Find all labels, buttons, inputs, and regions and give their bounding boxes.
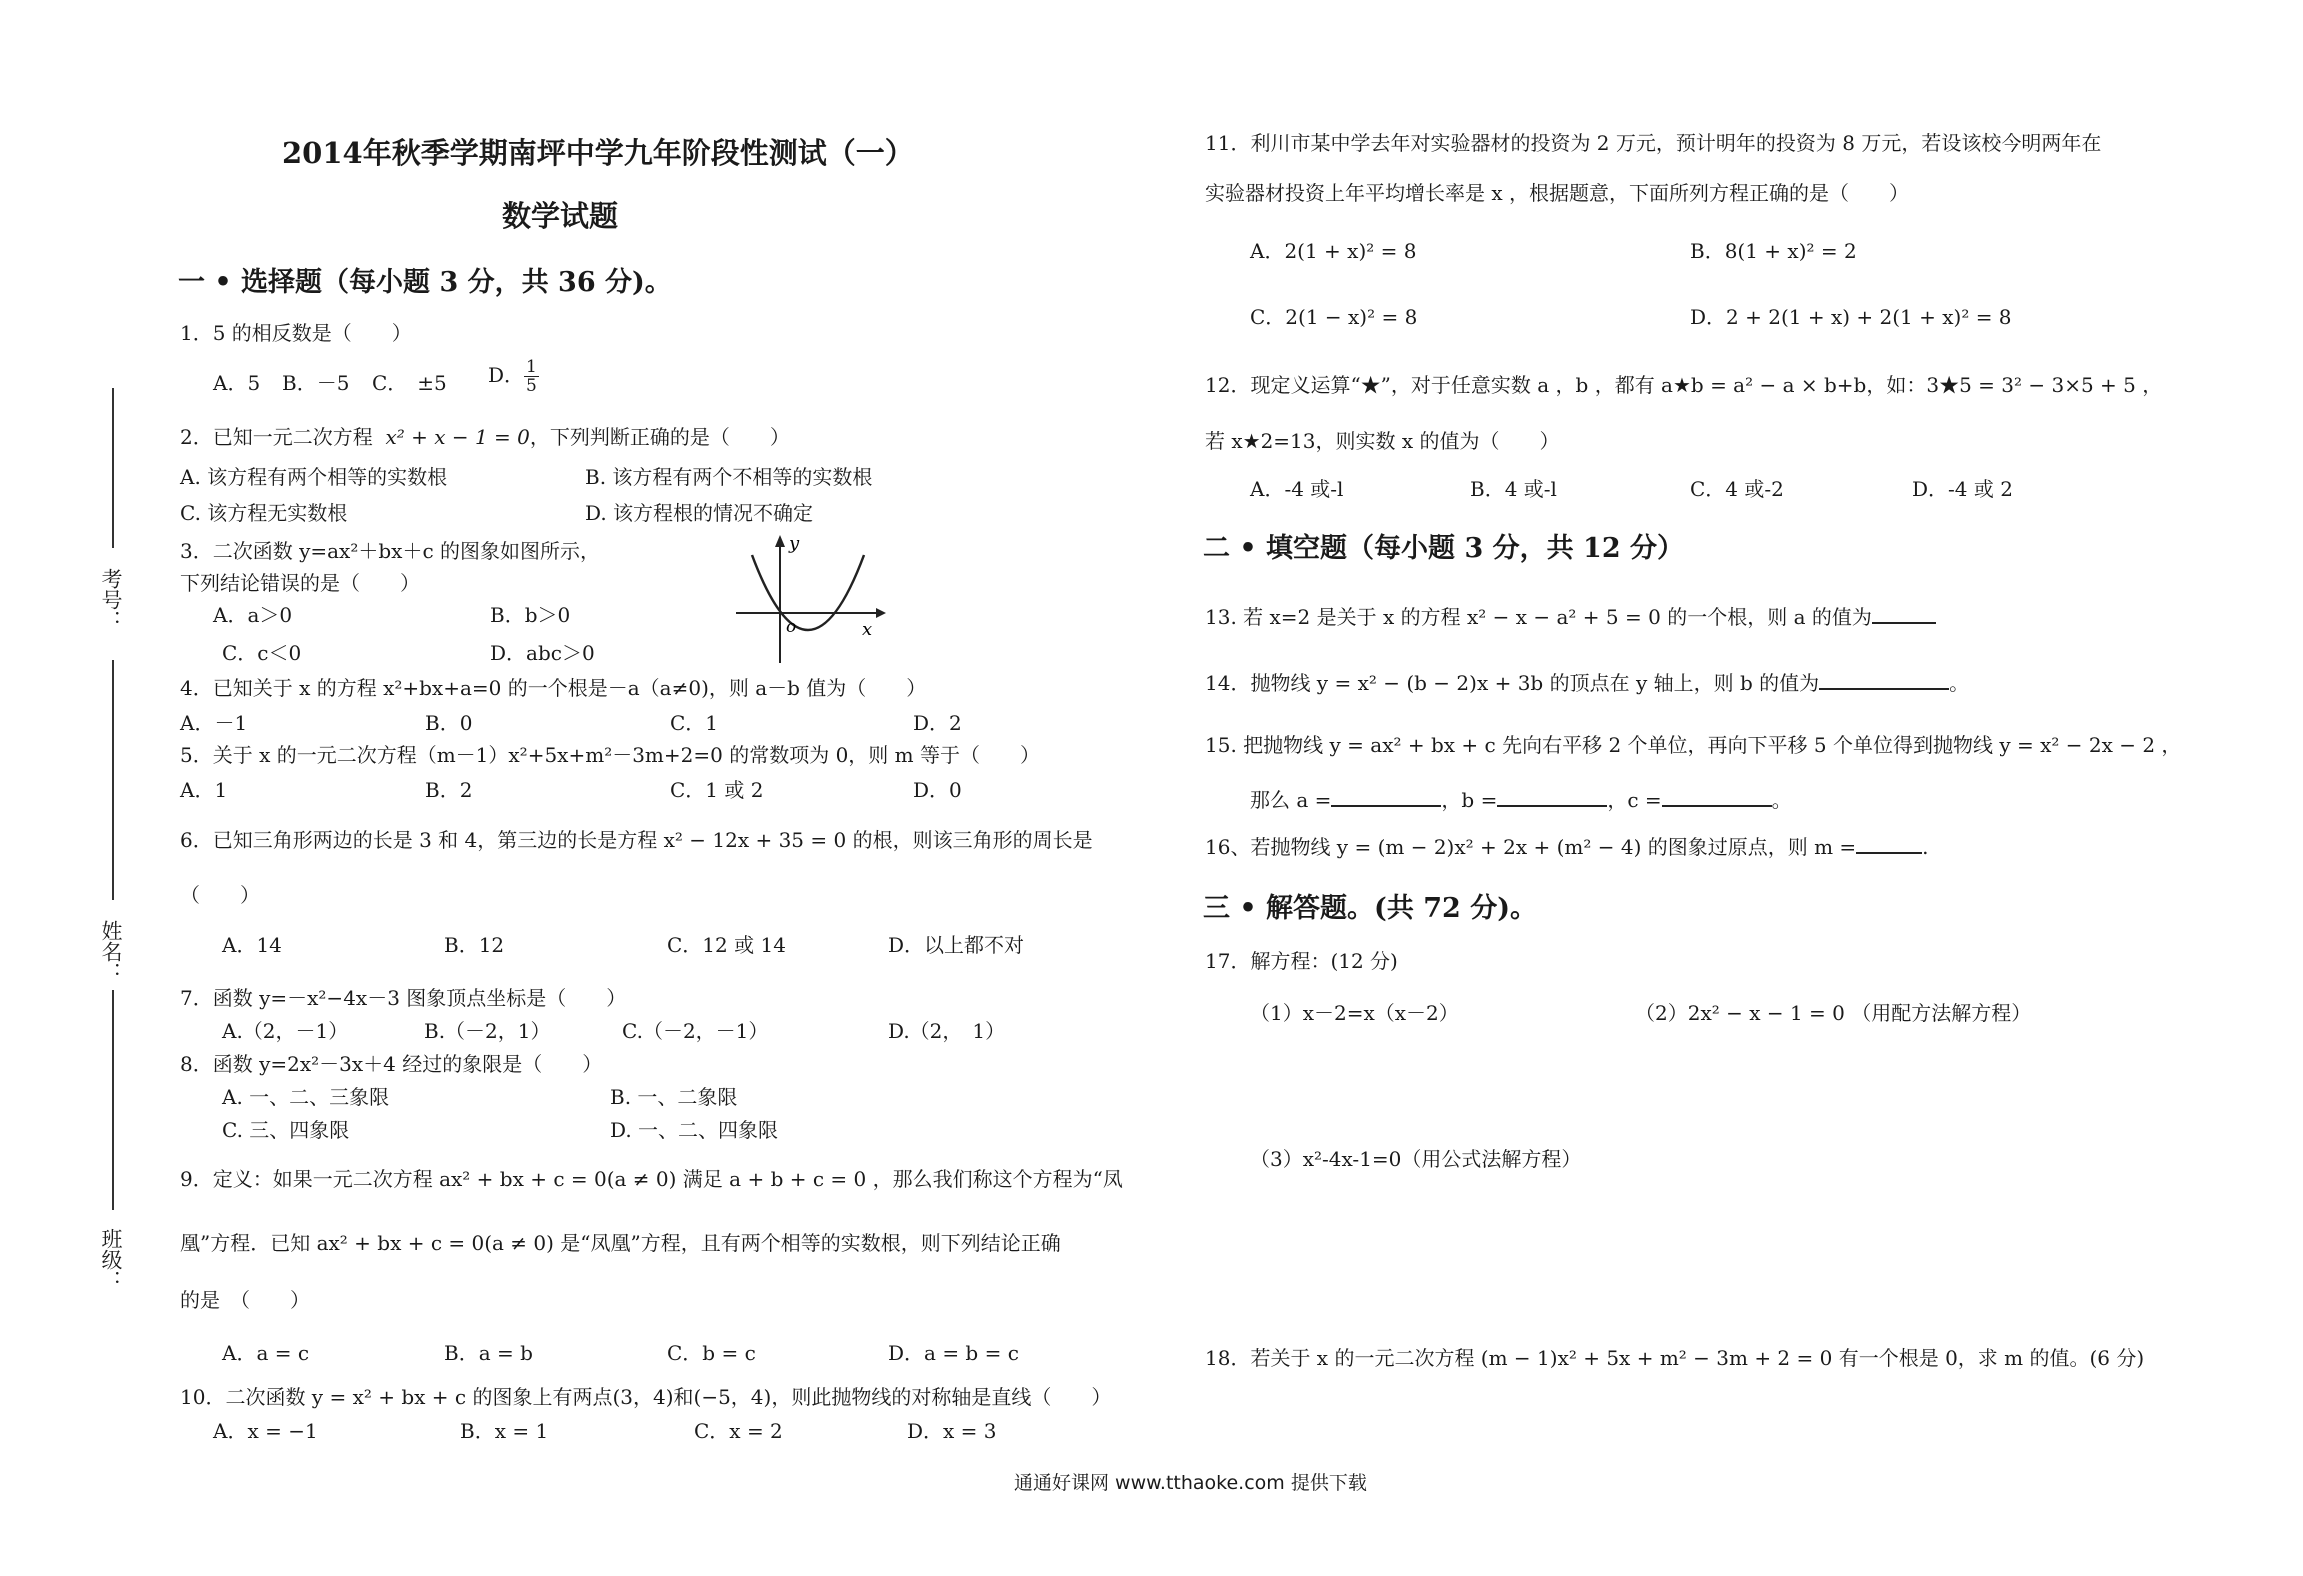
q6-option-c: C．12 或 14: [667, 933, 786, 957]
q4-option-d: D．2: [913, 711, 962, 735]
parabola-curve: [752, 555, 864, 630]
q10-option-a: A．x = −1: [213, 1419, 318, 1443]
q3-option-a: A．a＞0: [213, 603, 293, 627]
q14: [1205, 668, 1969, 696]
q3-option-b: B．b＞0: [490, 603, 571, 627]
q9-option-d: D．a = b = c: [888, 1341, 1019, 1365]
q15-c-blank: [1662, 785, 1772, 807]
q15-a-blank: [1331, 785, 1441, 807]
graph-origin-label: o: [786, 617, 797, 637]
q9-option-b: B．a = b: [444, 1341, 533, 1365]
q12-line-1: 12．现定义运算“★”，对于任意实数 a ，b ，都有 a★b = a² − a × b+b，如：3★5 = 3² − 3×5 + 5 ，: [1205, 373, 2163, 397]
q15-b-label: ，b =: [1441, 788, 1498, 812]
q10-option-b: B．x = 1: [460, 1419, 549, 1443]
q16-end: .: [1922, 835, 1929, 859]
q11-option-b: B．8(1 + x)² = 2: [1690, 239, 1857, 263]
q12-line-2: 若 x★2=13，则实数 x 的值为（ ）: [1205, 429, 1560, 453]
q6-option-d: D．以上都不对: [888, 933, 1025, 957]
q12-option-b: B．4 或-l: [1470, 477, 1557, 501]
binding-line-2: [112, 660, 114, 900]
q1-option-a: A．5: [213, 371, 261, 395]
q11-option-a: A．2(1 + x)² = 8: [1250, 239, 1417, 263]
q15-end: 。: [1771, 788, 1792, 812]
q4-option-c: C．1: [670, 711, 719, 735]
q2-option-b: B. 该方程有两个不相等的实数根: [585, 465, 873, 489]
q2-option-a: A. 该方程有两个相等的实数根: [180, 465, 448, 489]
q7-stem: 7．函数 y=－x²−4x－3 图象顶点坐标是（ ）: [180, 986, 627, 1010]
q6-option-b: B．12: [444, 933, 505, 957]
q7-option-a: A.（2，－1）: [222, 1019, 349, 1043]
q16-text: 16、若抛物线 y = (m − 2)x² + 2x + (m² − 4) 的图象过原点，则 m =: [1205, 835, 1857, 859]
q3-option-c: C．c＜0: [222, 641, 302, 665]
q2-option-d: D. 该方程根的情况不确定: [585, 501, 814, 525]
q11-option-d: D．2 + 2(1 + x) + 2(1 + x)² = 8: [1690, 305, 2012, 329]
q8-option-a: A. 一、二、三象限: [222, 1085, 390, 1109]
q8-stem: 8．函数 y=2x²－3x＋4 经过的象限是（ ）: [180, 1052, 603, 1076]
page-subtitle: 数学试题: [502, 199, 619, 233]
q15-a-label: 那么 a =: [1250, 788, 1332, 812]
q1-option-b: B．－5: [282, 371, 350, 395]
q10-stem: 10．二次函数 y = x² + bx + c 的图象上有两点(3，4)和(−5，4)，则此抛物线的对称轴是直线（ ）: [180, 1385, 1112, 1409]
q9-line-3: 的是 （ ）: [180, 1288, 310, 1312]
q1-option-d-prefix: D．: [488, 363, 525, 387]
q6-paren: （ ）: [180, 883, 260, 907]
q9-line-2: 凰”方程．已知 ax² + bx + c = 0(a ≠ 0) 是“凤凰”方程，且有两个相等的实数根，则下列结论正确: [180, 1231, 1061, 1255]
q2-stem: [180, 424, 790, 450]
q9-option-c: C．b = c: [667, 1341, 756, 1365]
y-axis-arrow-icon: [775, 535, 785, 547]
q12-option-a: A．-4 或-l: [1250, 477, 1344, 501]
q15-b-blank: [1497, 785, 1607, 807]
q8-option-d: D. 一、二、四象限: [610, 1118, 779, 1142]
q8-option-b: B. 一、二象限: [610, 1085, 738, 1109]
fraction-numerator: 1: [526, 357, 537, 377]
q16-answer-blank: [1856, 832, 1922, 854]
q1-stem: 1．5 的相反数是（ ）: [180, 321, 412, 345]
q5-option-d: D．0: [913, 778, 962, 802]
q10-option-c: C．x = 2: [694, 1419, 783, 1443]
binding-line-3: [112, 990, 114, 1210]
q1-option-d: [488, 358, 539, 395]
q2-option-c: C. 该方程无实数根: [180, 501, 348, 525]
q5-stem: 5．关于 x 的一元二次方程（m－1）x²+5x+m²－3m+2=0 的常数项为 0，则 m 等于（ ）: [180, 743, 1040, 767]
section-1-heading: 一 • 选择题（每小题 3 分，共 36 分)。: [178, 267, 672, 298]
q3-parabola-graph: [736, 535, 886, 665]
q18-stem: 18．若关于 x 的一元二次方程 (m − 1)x² + 5x + m² − 3m + 2 = 0 有一个根是 0，求 m 的值。(6 分): [1205, 1346, 2145, 1370]
section-2-heading: 二 • 填空题（每小题 3 分，共 12 分）: [1203, 533, 1685, 564]
q2-equation: x² + x − 1 = 0: [385, 425, 530, 449]
q6-stem: 6．已知三角形两边的长是 3 和 4，第三边的长是方程 x² − 12x + 35 = 0 的根，则该三角形的周长是: [180, 828, 1093, 852]
q1-option-c: C． ±5: [372, 371, 447, 395]
fraction-denominator: 5: [526, 376, 537, 396]
q14-answer-blank: [1819, 668, 1949, 690]
graph-y-label: y: [789, 535, 800, 554]
q4-option-b: B．0: [425, 711, 473, 735]
q12-option-c: C．4 或-2: [1690, 477, 1784, 501]
q14-text: 14．抛物线 y = x² − (b − 2)x + 3b 的顶点在 y 轴上，则 b 的值为: [1205, 671, 1820, 695]
q5-option-a: A．1: [180, 778, 228, 802]
q17-part-2: （2）2x² − x − 1 = 0 （用配方法解方程）: [1635, 1001, 2032, 1025]
section-3-heading: 三 • 解答题。(共 72 分)。: [1203, 893, 1537, 924]
q16: [1205, 832, 1929, 860]
name-label: 姓名：: [99, 920, 123, 983]
q15-line-1: 15. 把抛物线 y = ax² + bx + c 先向右平移 2 个单位，再向下平移 5 个单位得到抛物线 y = x² − 2x − 2 ，: [1205, 733, 2182, 757]
q14-end: 。: [1949, 671, 1970, 695]
q6-option-a: A．14: [222, 933, 282, 957]
class-label: 班级：: [99, 1228, 123, 1291]
exam-number-label: 考号：: [99, 568, 123, 631]
q13-answer-blank: [1872, 602, 1936, 624]
q7-option-c: C.（－2，－1）: [622, 1019, 769, 1043]
q17-part-1: （1）x－2=x（x－2）: [1250, 1001, 1459, 1025]
binding-line-1: [112, 388, 114, 548]
q13: [1205, 602, 1936, 630]
q9-line-1: 9．定义：如果一元二次方程 ax² + bx + c = 0(a ≠ 0) 满足 a + b + c = 0 ，那么我们称这个方程为“凤: [180, 1167, 1123, 1191]
q8-option-c: C. 三、四象限: [222, 1118, 350, 1142]
q3-stem: 3．二次函数 y=ax²＋bx＋c 的图象如图所示，: [180, 539, 600, 563]
q5-option-b: B．2: [425, 778, 473, 802]
q2-stem-part2: ，下列判断正确的是（ ）: [529, 425, 790, 449]
q7-option-b: B.（－2，1）: [424, 1019, 551, 1043]
footer-credit: 通通好课网 www.tthaoke.com 提供下载: [1014, 1472, 1367, 1494]
q2-stem-part1: 2．已知一元二次方程: [180, 425, 373, 449]
q5-option-c: C．1 或 2: [670, 778, 764, 802]
q4-option-a: A．－1: [180, 711, 248, 735]
q3-stem-2: 下列结论错误的是（ ）: [180, 571, 420, 595]
q3-option-d: D．abc＞0: [490, 641, 595, 665]
q12-option-d: D．-4 或 2: [1912, 477, 2013, 501]
q13-text: 13. 若 x=2 是关于 x 的方程 x² − x − a² + 5 = 0 的一个根，则 a 的值为: [1205, 605, 1872, 629]
q15-c-label: ，c =: [1607, 788, 1662, 812]
fraction: [524, 358, 539, 395]
q15-line-2: [1250, 785, 1792, 813]
q11-line-2: 实验器材投资上年平均增长率是 x ，根据题意，下面所列方程正确的是（ ）: [1205, 181, 1909, 205]
q17-part-3: （3）x²-4x-1=0（用公式法解方程）: [1250, 1147, 1582, 1171]
q17-stem: 17．解方程：(12 分): [1205, 949, 1398, 973]
graph-x-label: x: [862, 619, 873, 640]
q11-option-c: C．2(1 − x)² = 8: [1250, 305, 1418, 329]
q9-option-a: A．a = c: [222, 1341, 310, 1365]
page-title: 2014年秋季学期南坪中学九年阶段性测试（一）: [282, 136, 914, 170]
q7-option-d: D.（2， 1）: [888, 1019, 1006, 1043]
x-axis-arrow-icon: [876, 608, 886, 618]
q4-stem: 4．已知关于 x 的方程 x²+bx+a=0 的一个根是－a（a≠0)，则 a－b 值为（ ）: [180, 676, 927, 700]
q11-line-1: 11．利川市某中学去年对实验器材的投资为 2 万元，预计明年的投资为 8 万元，若设该校今明两年在: [1205, 131, 2102, 155]
q10-option-d: D．x = 3: [907, 1419, 997, 1443]
